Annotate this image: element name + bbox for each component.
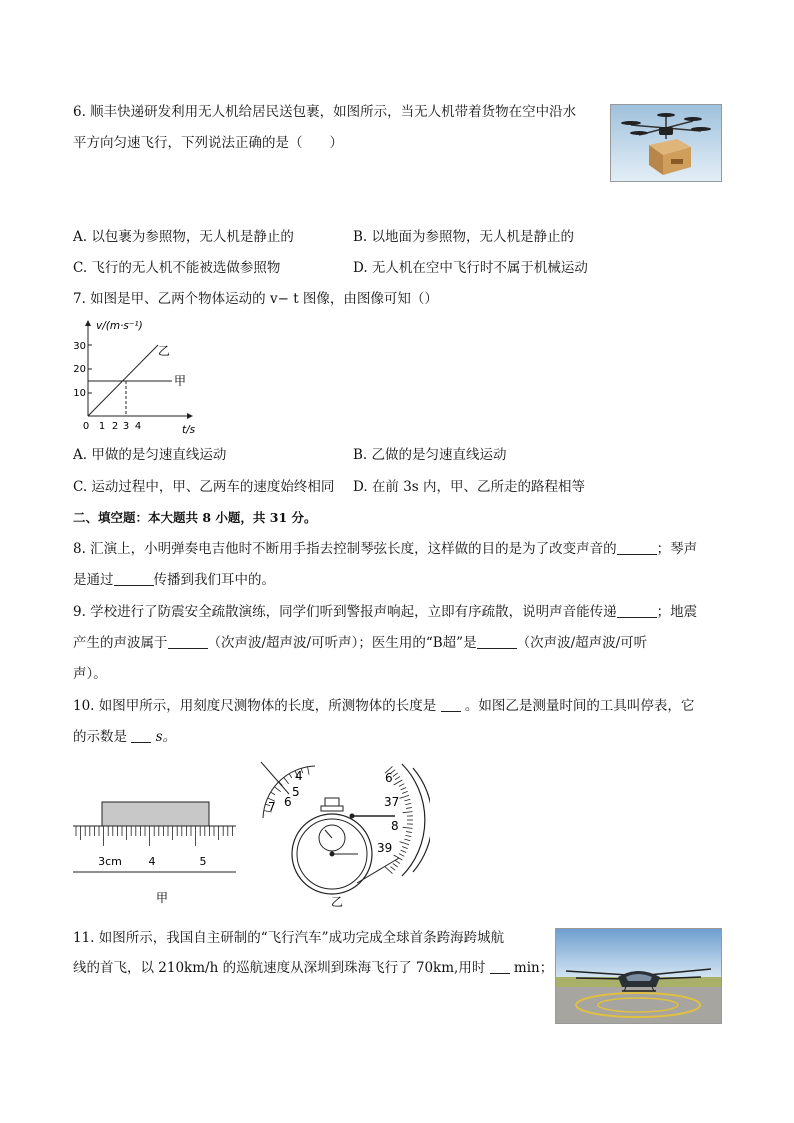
ruler-label-3cm: 3cm	[98, 855, 122, 868]
small-dial-tick	[271, 792, 275, 795]
answer-blank[interactable]	[441, 697, 461, 712]
section-heading: 二、填空题：本大题共 8 小题，共 31 分。	[73, 510, 317, 525]
q7-option-d: D. 在前 3s 内，甲、乙所走的路程相等	[353, 479, 586, 495]
q9-line3: 声）。	[73, 666, 107, 682]
big-dial-tick	[401, 787, 406, 789]
y-tick-10: 10	[73, 388, 86, 399]
small-dial-tick	[284, 777, 289, 783]
q11-line1: 11. 如图所示，我国自主研制的“飞行汽车”成功完成全球首条跨海跨城航	[73, 930, 505, 946]
small-dial-4: 4	[295, 769, 303, 783]
q7-option-c: C. 运动过程中，甲、乙两车的速度始终相同	[73, 479, 335, 495]
answer-blank[interactable]	[617, 540, 657, 555]
y-axis-label: v/(m·s⁻¹)	[96, 320, 143, 332]
x-tick-2: 2	[111, 421, 119, 432]
x-tick-4: 4	[134, 421, 142, 432]
q10-line1-tail: 。如图乙是测量时间的工具叫停表，它	[464, 698, 695, 714]
q6-option-a: A. 以包裹为参照物，无人机是静止的	[73, 229, 294, 245]
ruler-figure	[70, 795, 245, 910]
origin-label: 0	[82, 421, 90, 432]
stopwatch-caption: 乙	[330, 895, 344, 908]
q6-option-b: B. 以地面为参照物，无人机是静止的	[353, 229, 575, 245]
big-dial-tick	[404, 799, 410, 801]
q7-stem: 7. 如图是甲、乙两个物体运动的 v− t 图像，由图像可知（）	[73, 291, 438, 307]
q8-line1	[73, 539, 697, 559]
x-tick-1: 1	[98, 421, 106, 432]
q10-line2	[73, 727, 176, 747]
ruler-caption: 甲	[155, 891, 169, 905]
answer-blank[interactable]	[490, 959, 510, 974]
q9-line2-tail: （次声波/超声波/可听	[516, 635, 648, 651]
x-tick-3: 3	[122, 421, 130, 432]
q11-line2-tail: min；	[513, 960, 554, 976]
flying-car-photo	[555, 928, 722, 1024]
small-dial-7: 7	[268, 800, 276, 814]
q9-line1-tail: ；地震	[656, 604, 698, 620]
big-dial-tick	[394, 780, 403, 785]
big-dial-6: 6	[385, 771, 393, 785]
big-dial-tick	[399, 854, 404, 857]
measured-block	[102, 802, 209, 826]
big-dial-tick	[403, 812, 413, 813]
q6-line1: 6. 顺丰快递研发利用无人机给居民送包裹，如图所示，当无人机带着货物在空中沿水	[73, 104, 577, 120]
q10-line2-unit: s。	[155, 729, 177, 745]
answer-blank[interactable]	[168, 634, 208, 649]
answer-blank[interactable]	[617, 603, 657, 618]
answer-blank[interactable]	[131, 728, 151, 743]
big-dial-39: 39	[377, 841, 393, 855]
q11-line2	[73, 958, 553, 978]
small-dial-tick	[289, 774, 292, 778]
big-dial-tick	[395, 776, 400, 779]
big-dial-tick	[401, 850, 406, 852]
big-dial-8: 8	[391, 819, 399, 833]
big-dial-tick	[406, 807, 412, 808]
big-dial-tick	[399, 784, 404, 787]
q6-line2: 平方向匀速飞行，下列说法正确的是（ ）	[73, 135, 343, 151]
q8-line2-tail: 传播到我们耳中的。	[153, 572, 275, 588]
watch-crown	[325, 798, 339, 806]
y-tick-20: 20	[73, 364, 86, 375]
q8-line2-text: 是通过	[73, 572, 114, 588]
q10-line2-text: 的示数是	[73, 729, 127, 745]
q9-line1-text: 9. 学校进行了防震安全疏散演练，同学们听到警报声响起，立即有序疏散，说明声音能传递	[73, 604, 617, 620]
y-tick-30: 30	[73, 341, 86, 352]
small-dial-tick	[308, 767, 309, 775]
big-dial-tick	[393, 773, 398, 777]
big-dial-tick	[403, 827, 413, 828]
q7-option-b: B. 乙做的是匀速直线运动	[353, 447, 507, 463]
q11-line2-text: 线的首飞，以 210km/h 的巡航速度从深圳到珠海飞行了 70km,用时	[73, 960, 486, 976]
q9-line1	[73, 602, 697, 622]
big-dial-tick	[405, 835, 411, 836]
q6-option-d: D. 无人机在空中飞行时不属于机械运动	[353, 260, 588, 276]
small-dial-tick	[274, 787, 280, 792]
ruler-label-4: 4	[148, 855, 156, 868]
velocity-time-graph	[70, 315, 210, 435]
small-dial-5: 5	[292, 785, 300, 799]
q9-line2-mid: （次声波/超声波/可听声）；医生用的“B超”是	[207, 635, 477, 651]
stopwatch-figure	[255, 758, 430, 908]
yi-label: 乙	[158, 344, 171, 358]
q10-line1-text: 10. 如图甲所示，用刻度尺测物体的长度，所测物体的长度是	[73, 698, 437, 714]
big-dial-tick	[406, 832, 412, 833]
jia-label: 甲	[174, 374, 187, 388]
drone-delivery-photo	[610, 104, 722, 182]
big-dial-tick	[395, 860, 400, 863]
q8-line1-text: 8. 汇演上，小明弹奏电吉他时不断用手指去控制琴弦长度，这样做的目的是为了改变声音的	[73, 541, 617, 557]
big-dial-tick	[404, 839, 410, 841]
answer-blank[interactable]	[477, 634, 517, 649]
big-dial-tick	[400, 842, 410, 845]
q8-line2	[73, 570, 275, 590]
big-dial-tick	[391, 867, 396, 871]
small-dial-6: 6	[284, 795, 292, 809]
q7-option-a: A. 甲做的是匀速直线运动	[73, 447, 227, 463]
q6-option-c: C. 飞行的无人机不能被选做参照物	[73, 260, 281, 276]
big-dial-37: 37	[384, 795, 400, 809]
big-dial-tick	[400, 795, 410, 798]
big-dial-tick	[394, 855, 403, 860]
big-dial-tick	[393, 863, 398, 867]
big-dial-tick	[402, 791, 408, 793]
big-dial-tick	[385, 867, 392, 874]
q9-line2	[73, 633, 647, 653]
big-dial-tick	[402, 847, 408, 849]
q8-line1-tail: ；琴声	[656, 541, 698, 557]
ruler-label-5: 5	[199, 855, 207, 868]
x-axis-label: t/s	[182, 424, 196, 435]
q9-line2-text: 产生的声波属于	[73, 635, 168, 651]
ruler-ticks	[76, 826, 232, 846]
answer-blank[interactable]	[114, 571, 154, 586]
q10-line1	[73, 696, 694, 716]
big-dial-tick	[405, 803, 411, 804]
